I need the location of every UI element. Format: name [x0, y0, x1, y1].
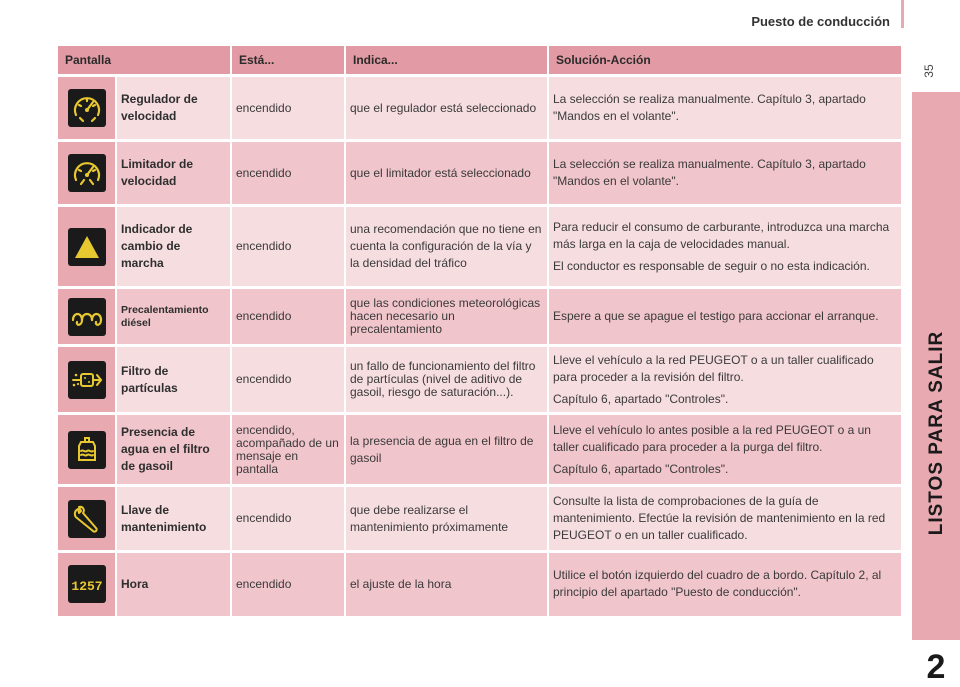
row-state: encendido: [231, 552, 345, 616]
row-action: Lleve el vehículo a la red PEUGEOT o a un taller cualificado para proceder a la revisión del filtro. Capítulo 6, apartado "Controles".: [548, 346, 902, 414]
row-indicates: un fallo de funcionamiento del filtro de partículas (nivel de aditivo de gasoil, riesgo de saturación...).: [345, 346, 548, 414]
row-indicates: que debe realizarse el mantenimiento próximamente: [345, 486, 548, 552]
row-action: Para reducir el consumo de carburante, introduzca una marcha más larga en la caja de velocidades manual. El conductor es responsable de seguir o no esta indicación.: [548, 206, 902, 288]
row-indicates: la presencia de agua en el filtro de gasoil: [345, 414, 548, 486]
table-row: [58, 206, 902, 288]
column-header-action: Solución-Acción: [548, 46, 902, 76]
speed-limiter-icon: [68, 154, 106, 192]
wrench-icon: [68, 500, 106, 538]
row-indicates: que las condiciones meteorológicas hacen necesario un precalentamiento: [345, 288, 548, 346]
header-rule: [901, 0, 904, 28]
row-name: Regulador de velocidad: [116, 76, 231, 141]
water-in-fuel-icon: [68, 431, 106, 469]
glow-plug-icon: [68, 298, 106, 336]
table-row: [58, 486, 902, 552]
row-name: Hora: [116, 552, 231, 616]
table-row: [58, 552, 902, 616]
row-indicates: el ajuste de la hora: [345, 552, 548, 616]
table-row: [58, 141, 902, 206]
table-row: [58, 288, 902, 346]
row-name: Filtro de partículas: [116, 346, 231, 414]
row-indicates: que el limitador está seleccionado: [345, 141, 548, 206]
row-action: La selección se realiza manualmente. Capítulo 3, apartado "Mandos en el volante".: [548, 76, 902, 141]
row-action: La selección se realiza manualmente. Capítulo 3, apartado "Mandos en el volante".: [548, 141, 902, 206]
page-header-title: Puesto de conducción: [751, 14, 890, 29]
row-name: Limitador de velocidad: [116, 141, 231, 206]
row-name: Precalentamiento diésel: [116, 288, 231, 346]
table-row: [58, 346, 902, 414]
page-number: 35: [922, 64, 936, 78]
row-action: Lleve el vehículo lo antes posible a la red PEUGEOT o a un taller cualificado para proceder a la purga del filtro. Capítulo 6, apartado "Controles".: [548, 414, 902, 486]
clock-display-icon: [68, 565, 106, 603]
chapter-title: LISTOS PARA SALIR: [926, 330, 947, 536]
row-state: encendido, acompañado de un mensaje en pantalla: [231, 414, 345, 486]
row-state: encendido: [231, 486, 345, 552]
speedometer-icon: [68, 89, 106, 127]
row-indicates: una recomendación que no tiene en cuenta la configuración de la vía y la densidad del tráfico: [345, 206, 548, 288]
row-state: encendido: [231, 206, 345, 288]
table-row: [58, 414, 902, 486]
row-action: Utilice el botón izquierdo del cuadro de a bordo. Capítulo 2, al principio del apartado "Puesto de conducción".: [548, 552, 902, 616]
table-row: [58, 76, 902, 141]
row-name: Indicador de cambio de marcha: [116, 206, 231, 288]
column-header-state: Está...: [231, 46, 345, 76]
row-state: encendido: [231, 141, 345, 206]
row-name: Llave de mantenimiento: [116, 486, 231, 552]
row-action: Consulte la lista de comprobaciones de la guía de mantenimiento. Efectúe la revisión de mantenimiento en la red PEUGEOT o en un taller cualificado.: [548, 486, 902, 552]
row-state: encendido: [231, 76, 345, 141]
chapter-side-tab: [912, 92, 960, 686]
row-state: encendido: [231, 288, 345, 346]
column-header-display: Pantalla: [58, 46, 231, 76]
row-action: Espere a que se apague el testigo para accionar el arranque.: [548, 288, 902, 346]
gear-shift-arrow-icon: [68, 228, 106, 266]
column-header-indicates: Indica...: [345, 46, 548, 76]
clock-digits: 1257: [70, 579, 103, 595]
particle-filter-icon: [68, 361, 106, 399]
row-state: encendido: [231, 346, 345, 414]
chapter-number: 2: [926, 648, 946, 686]
row-name: Presencia de agua en el filtro de gasoil: [116, 414, 231, 486]
row-indicates: que el regulador está seleccionado: [345, 76, 548, 141]
table-header-row: [58, 46, 902, 76]
warning-lights-table: [58, 46, 903, 616]
